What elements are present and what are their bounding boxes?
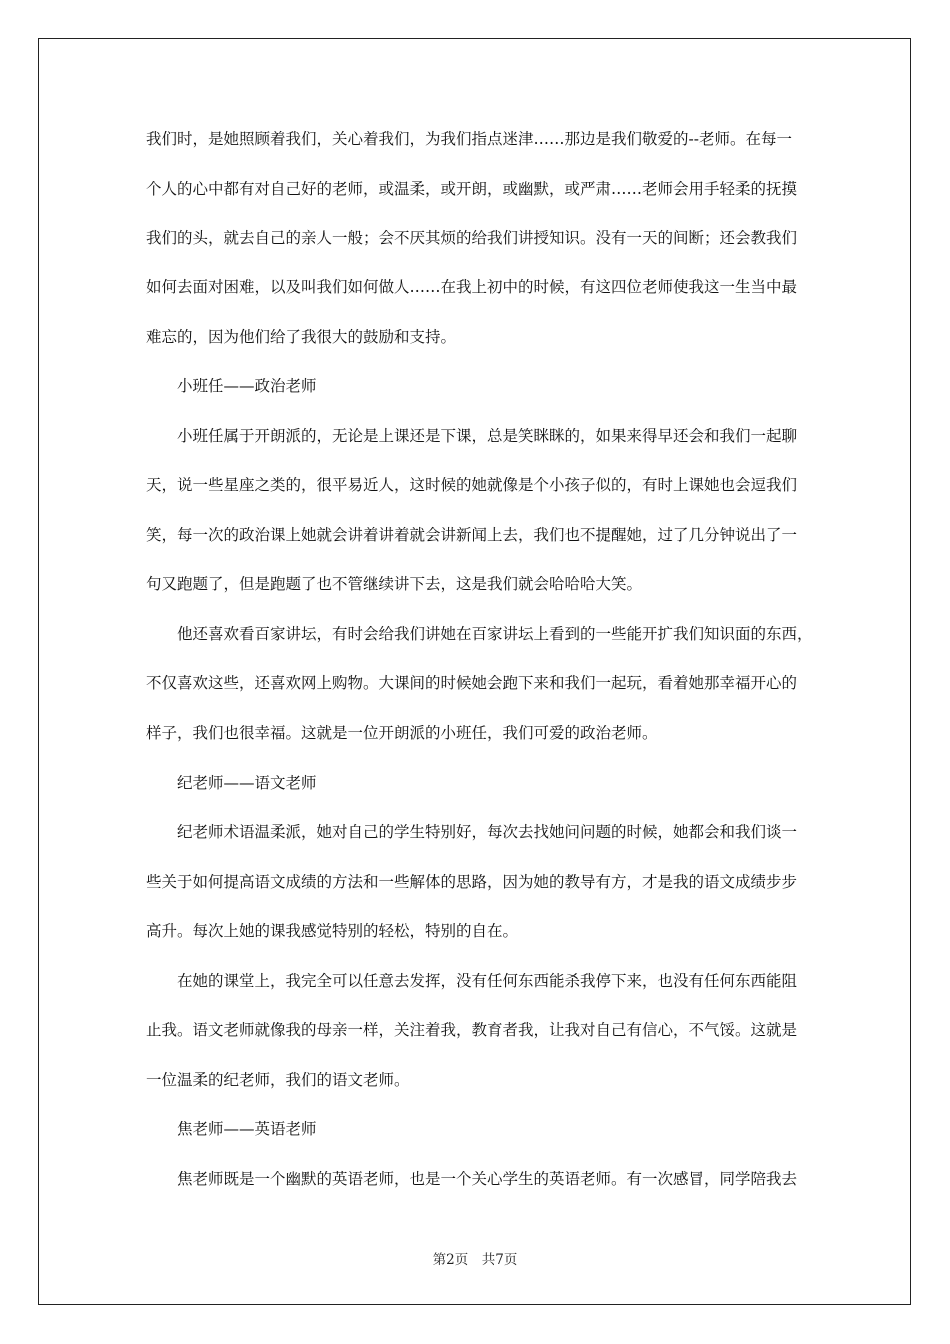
text-line: 一位温柔的纪老师，我们的语文老师。: [146, 1071, 410, 1089]
text-line: 天，说一些星座之类的，很平易近人，这时候的她就像是个小孩子似的，有时上课她也会逗我们: [146, 476, 798, 494]
text-line: 小班任属于开朗派的，无论是上课还是下课，总是笑眯眯的，如果来得早还会和我们一起聊: [177, 427, 798, 445]
text-line: 他还喜欢看百家讲坛，有时会给我们讲她在百家讲坛上看到的一些能开扩我们知识面的东西，: [177, 625, 813, 643]
section-heading: 小班任——政治老师: [177, 377, 317, 395]
section-heading: 纪老师——语文老师: [177, 774, 317, 792]
text-line: 我们的头，就去自己的亲人一般；会不厌其烦的给我们讲授知识。没有一天的间断；还会教我们: [146, 229, 798, 247]
text-line: 我们时，是她照顾着我们，关心着我们，为我们指点迷津……那边是我们敬爱的--老师。在每一: [146, 130, 792, 148]
text-line: 难忘的，因为他们给了我很大的鼓励和支持。: [146, 328, 457, 346]
page-number: 第2页 共7页: [432, 1252, 518, 1268]
text-line: 止我。语文老师就像我的母亲一样，关注着我，教育者我，让我对自己有信心，不气馁。这就是: [146, 1021, 798, 1039]
text-line: 纪老师术语温柔派，她对自己的学生特别好，每次去找她问问题的时候，她都会和我们谈一: [177, 823, 798, 841]
text-line: 个人的心中都有对自己好的老师，或温柔，或开朗，或幽默，或严肃……老师会用手轻柔的抚摸: [146, 180, 798, 198]
text-line: 不仅喜欢这些，还喜欢网上购物。大课间的时候她会跑下来和我们一起玩，看着她那幸福开心的: [146, 674, 798, 692]
text-line: 高升。每次上她的课我感觉特别的轻松，特别的自在。: [146, 922, 519, 940]
text-line: 样子，我们也很幸福。这就是一位开朗派的小班任，我们可爱的政治老师。: [146, 724, 658, 742]
text-line: 句又跑题了，但是跑题了也不管继续讲下去，这是我们就会哈哈哈大笑。: [146, 575, 643, 593]
text-line: 焦老师既是一个幽默的英语老师，也是一个关心学生的英语老师。有一次感冒，同学陪我去: [177, 1170, 798, 1188]
section-heading: 焦老师——英语老师: [177, 1120, 317, 1138]
text-line: 些关于如何提高语文成绩的方法和一些解体的思路，因为她的教导有方，才是我的语文成绩步步: [146, 873, 798, 891]
text-line: 在她的课堂上，我完全可以任意去发挥，没有任何东西能杀我停下来，也没有任何东西能阻: [177, 972, 798, 990]
text-line: 笑，每一次的政治课上她就会讲着讲着就会讲新闻上去，我们也不提醒她，过了几分钟说出了一: [146, 526, 798, 544]
text-line: 如何去面对困难，以及叫我们如何做人……在我上初中的时候，有这四位老师使我这一生当中最: [146, 278, 798, 296]
